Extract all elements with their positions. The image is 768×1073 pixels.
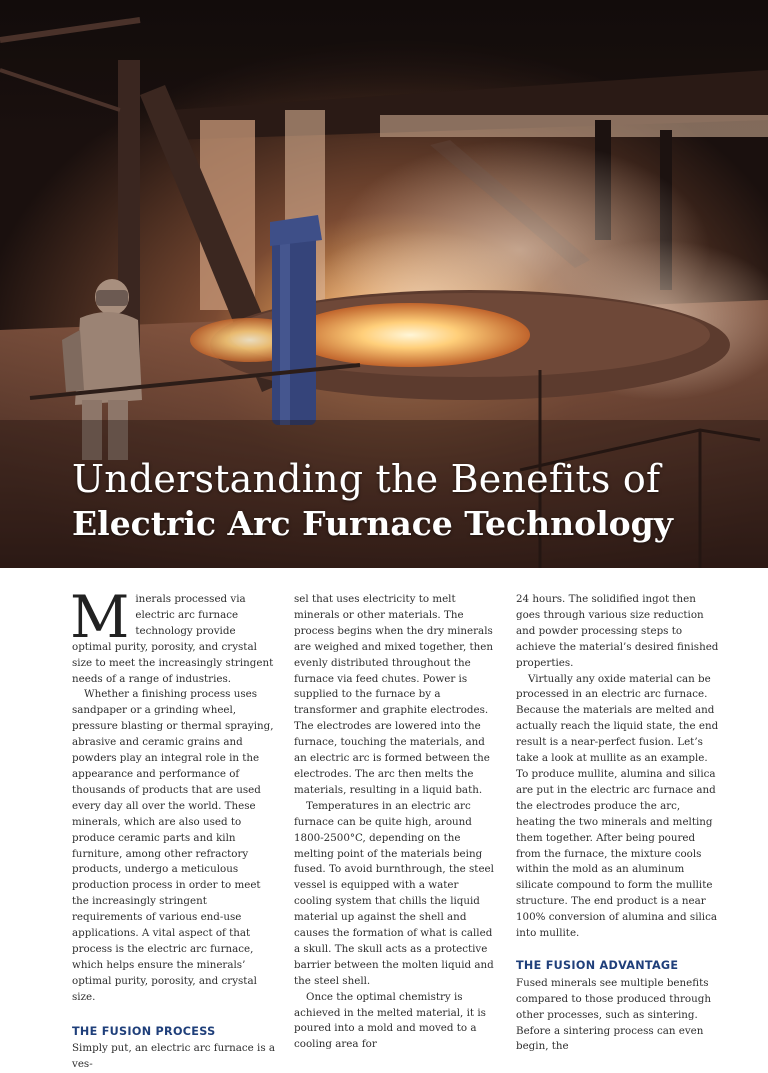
intro-text: inerals processed via electric arc furnace technology provide optimal purity, porosity, and crystal size to meet the increasingly stringent needs of a range of industries. [72,593,274,685]
text-column-2 [294,592,498,1051]
paragraph: Simply put, an electric arc furnace is a ves- [72,1042,276,1071]
title-line-1: Understanding the Benefits of [72,457,661,501]
article-title [72,456,752,546]
paragraph: Whether a finishing process uses sandpaper or a grinding wheel, pressure blasting or thermal spraying, abrasive and ceramic grains and powders play an integral role in the appearance and performance of thousands of products that are used every day all over the world. These minerals, which are also used to produce ceramic parts and kiln furniture, among other refractory products, undergo a meticulous production process in order to meet the increasingly stringent requirements of various end-use applications. A vital aspect of that process is the electric arc furnace, which helps ensure the minerals’ optimal purity, porosity, and crystal size. [72,688,274,1003]
paragraph: Temperatures in an electric arc furnace can be quite high, around 1800-2500°C, depending on the melting point of the materials being fused. To avoid burnthrough, the steel vessel is equipped with a water cooling system that chills the liquid material up against the shell and causes the formation of what is called a skull. The skull acts as a protective barrier between the molten liquid and the steel shell. [294,799,494,987]
drop-cap: M [70,583,130,651]
paragraph: Fused minerals see multiple benefits compared to those produced through other processes, such as sintering. Before a sintering process can even begin, the [516,976,711,1053]
paragraph: Once the optimal chemistry is achieved in the melted material, it is poured into a mold and moved to a cooling area for [294,990,486,1051]
text-column-1 [70,583,276,1071]
paragraph: Virtually any oxide material can be processed in an electric arc furnace. Because the materials are melted and actually reach the liquid state, the end result is a near-perfect fusion. Let’s take a look at mullite as an example. To produce mullite, alumina and silica are put in the electric arc furnace and the electrodes produce the arc, heating the two minerals and melting them together. After being poured from the furnace, the mixture cools within the mold as an aluminum silicate compound to form the mullite structure. The end product is a near 100% conversion of alumina and silica into mullite. [516,672,719,940]
intro-paragraph [70,583,276,687]
article-body [70,583,720,1071]
section-heading-fusion-process: THE FUSION PROCESS [72,1024,216,1038]
section-heading-fusion-advantage: THE FUSION ADVANTAGE [516,958,679,972]
paragraph: 24 hours. The solidified ingot then goes through various size reduction and powder processing steps to achieve the material’s desired finished properties. [516,593,719,669]
title-line-2: Electric Arc Furnace Technology [72,504,673,543]
text-column-3 [516,592,720,1053]
paragraph: sel that uses electricity to melt minerals or other materials. The process begins when the dry minerals are weighed and mixed together, then evenly distributed throughout the furnace via feed chutes. Power is supplied to the furnace by a transformer and graphite electrodes. The electrodes are lowered into the furnace, touching the materials, and an electric arc is formed between the electrodes. The arc then melts the materials, resulting in a liquid bath. [294,593,493,796]
